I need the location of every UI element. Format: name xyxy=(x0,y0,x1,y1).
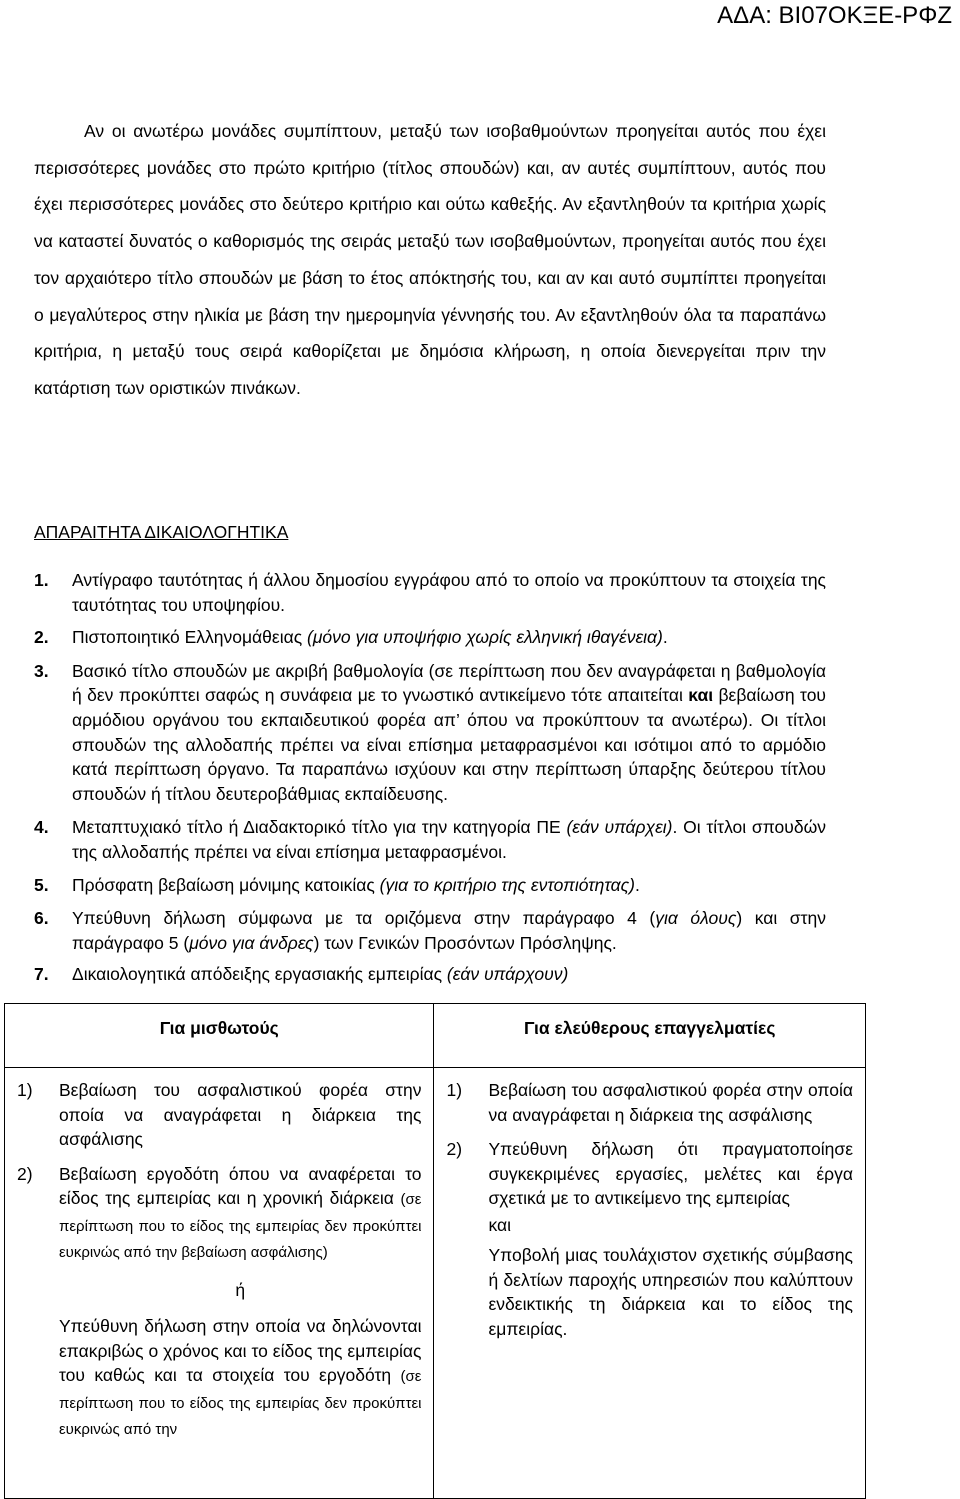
option-text: Βεβαίωση εργοδότη όπου να αναφέρεται το είδος της εμπειρίας και η χρονική διάρκεια xyxy=(59,1163,422,1208)
table-cell-employees xyxy=(5,1068,434,1499)
list-item xyxy=(34,568,826,617)
list-item xyxy=(34,625,826,650)
item-number: 2. xyxy=(34,627,49,648)
option-text: Υπεύθυνη δήλωση στην οποία να δηλώνονται επακριβώς ο χρόνος και το είδος της εμπειρίας του καθώς και τα στοιχεία του εργοδότη xyxy=(59,1316,422,1385)
option-text: Υπεύθυνη δήλωση ότι πραγματοποίησε συγκεκριμένες εργασίες, μελέτες και έργα σχετικά με το αντικείμενο της εμπειρίας xyxy=(488,1139,853,1208)
section-heading: ΑΠΑΡΑΙΤΗΤΑ ΔΙΚΑΙΟΛΟΓΗΤΙΚΑ xyxy=(34,522,289,542)
and-separator: και xyxy=(488,1214,512,1235)
item-text: Μεταπτυχιακό τίτλο ή Διαδακτορικό τίτλο για την κατηγορία ΠΕ xyxy=(72,817,567,838)
item-italic-note: για όλους xyxy=(655,908,737,929)
item-number: 5. xyxy=(34,874,49,895)
item-text: Δικαιολογητικά απόδειξης εργασιακής εμπειρίας xyxy=(72,964,447,985)
item-number: 3. xyxy=(34,660,49,681)
option-note: (σε περίπτωση που το είδος της εμπειρίας δεν προκύπτει ευκρινώς από την xyxy=(59,1368,422,1438)
item-italic-note: (μόνο για υποψήφιο χωρίς ελληνική ιθαγένεια) xyxy=(307,627,663,648)
list-item xyxy=(34,873,826,898)
table-header-row xyxy=(5,1004,866,1068)
item-number: 6. xyxy=(34,908,49,929)
list-item xyxy=(34,962,826,987)
item-bold-word: και xyxy=(688,685,714,706)
list-item xyxy=(34,906,826,955)
option-number: 1) xyxy=(446,1080,463,1100)
item-text-continued: ) και στην παράγραφο 5 ( xyxy=(72,908,826,953)
option-text: Υποβολή μιας τουλάχιστον σχετικής σύμβασης ή δελτίων παροχής υπηρεσιών που καλύπτουν ενδεικτικής τη διάρκεια και το είδος της εμπειρίας. xyxy=(488,1245,853,1339)
item-text: Αντίγραφο ταυτότητας ή άλλου δημοσίου εγγράφου από το οποίο να προκύπτουν τα στοιχεία της ταυτότητας του υποψηφίου. xyxy=(72,570,826,615)
item-text-continued: βεβαίωση του αρμόδιου οργάνου του εκπαιδευτικού φορέα απ’ όπου να προκύπτουν τα ανωτέρω). Οι τίτλοι σπουδών της αλλοδαπής πρέπει να είναι επίσημα μεταφρασμένοι και ισότιμοι από το αρμόδιο κατά περίπτωση όργανο. Τα παραπάνω ισχύουν και στην περίπτωση ύπαρξης δεύτερου τίτλου σπουδών ή τίτλου δευτεροβάθμιας εκπαίδευσης. xyxy=(72,685,826,804)
item-text: Πρόσφατη βεβαίωση μόνιμης κατοικίας xyxy=(72,874,380,895)
item-tail: . Οι τίτλοι σπουδών της αλλοδαπής πρέπει να είναι επίσημα μεταφρασμένοι. xyxy=(72,817,826,862)
or-separator: ή xyxy=(235,1279,246,1300)
option-item xyxy=(17,1162,421,1443)
list-item xyxy=(34,815,826,864)
option-text: Βεβαίωση του ασφαλιστικού φορέα στην οποία να αναγράφεται η διάρκεια της ασφάλισης xyxy=(59,1080,422,1149)
option-number: 2) xyxy=(446,1139,463,1159)
table-cell-freelancers xyxy=(434,1068,866,1499)
item-number: 4. xyxy=(34,817,49,838)
option-item xyxy=(446,1137,853,1341)
option-text: Βεβαίωση του ασφαλιστικού φορέα στην οποία να αναγράφεται η διάρκεια της ασφάλισης xyxy=(488,1080,853,1125)
item-number: 7. xyxy=(34,964,49,985)
intro-text: Αν οι ανωτέρω μονάδες συμπίπτουν, μεταξύ των ισοβαθμούντων προηγείται αυτός που έχει περισσότερες μονάδες στο πρώτο κριτήριο (τίτλος σπουδών) και, αν αυτές συμπίπτουν, αυτός που έχει περισσότερες μονάδες στο δεύτερο κριτήριο και ούτω καθεξής. Αν εξαντληθούν τα κριτήρια χωρίς να καταστεί δυνατός ο καθορισμός της σειράς μεταξύ των ισοβαθμούντων, προηγείται αυτός που έχει τον αρχαιότερο τίτλο σπουδών με βάση το έτος απόκτησής του, και αν και αυτό συμπίπτει προηγείται ο μεγαλύτερος στην ηλικία με βάση την ημερομηνία γέννησής του. Αν εξαντληθούν όλα τα παραπάνω κριτήρια, η μεταξύ τους σειρά καθορίζεται με δημόσια κλήρωση, η οποία διενεργείται πριν την κατάρτιση των οριστικών πινάκων. xyxy=(34,121,826,398)
item-text: Βασικό τίτλο σπουδών με ακριβή βαθμολογία (σε περίπτωση που δεν αναγράφεται η βαθμολογία ή δεν προκύπτει σαφώς η συνάφεια με το γνωστικό αντικείμενο τότε απαιτείται xyxy=(72,660,826,706)
item-italic-note: (εάν υπάρχει) xyxy=(566,817,673,838)
item-tail: . xyxy=(662,627,668,648)
option-note: (σε περίπτωση που το είδος της εμπειρίας δεν προκύπτει ευκρινώς από την βεβαίωση ασφάλισης) xyxy=(59,1191,422,1261)
item-text: Πιστοποιητικό Ελληνομάθειας xyxy=(72,627,308,648)
ada-code: ΑΔΑ: ΒΙ07ΟΚΞΕ-ΡΦΖ xyxy=(717,2,952,29)
option-item xyxy=(446,1078,853,1127)
list-item xyxy=(34,659,826,807)
intro-paragraph xyxy=(34,113,826,407)
table-row xyxy=(5,1068,866,1499)
requirements-list xyxy=(34,568,826,987)
option-number: 2) xyxy=(17,1163,33,1184)
option-alternative xyxy=(59,1314,421,1443)
experience-table xyxy=(4,1003,866,1499)
column-header-freelancers: Για ελεύθερους επαγγελματίες xyxy=(434,1004,866,1068)
item-text-end: ) των Γενικών Προσόντων Πρόσληψης. xyxy=(313,932,617,953)
item-number: 1. xyxy=(34,570,49,590)
option-item xyxy=(17,1078,421,1152)
item-tail: . xyxy=(634,874,640,895)
item-text: Υπεύθυνη δήλωση σύμφωνα με τα οριζόμενα στην παράγραφο 4 ( xyxy=(72,908,656,929)
option-number: 1) xyxy=(17,1080,33,1100)
item-italic-note: (εάν υπάρχουν) xyxy=(446,964,569,985)
item-italic-note: (για το κριτήριο της εντοπιότητας) xyxy=(379,874,635,895)
item-italic-note: μόνο για άνδρες xyxy=(189,932,314,953)
column-header-employees: Για μισθωτούς xyxy=(5,1004,434,1068)
